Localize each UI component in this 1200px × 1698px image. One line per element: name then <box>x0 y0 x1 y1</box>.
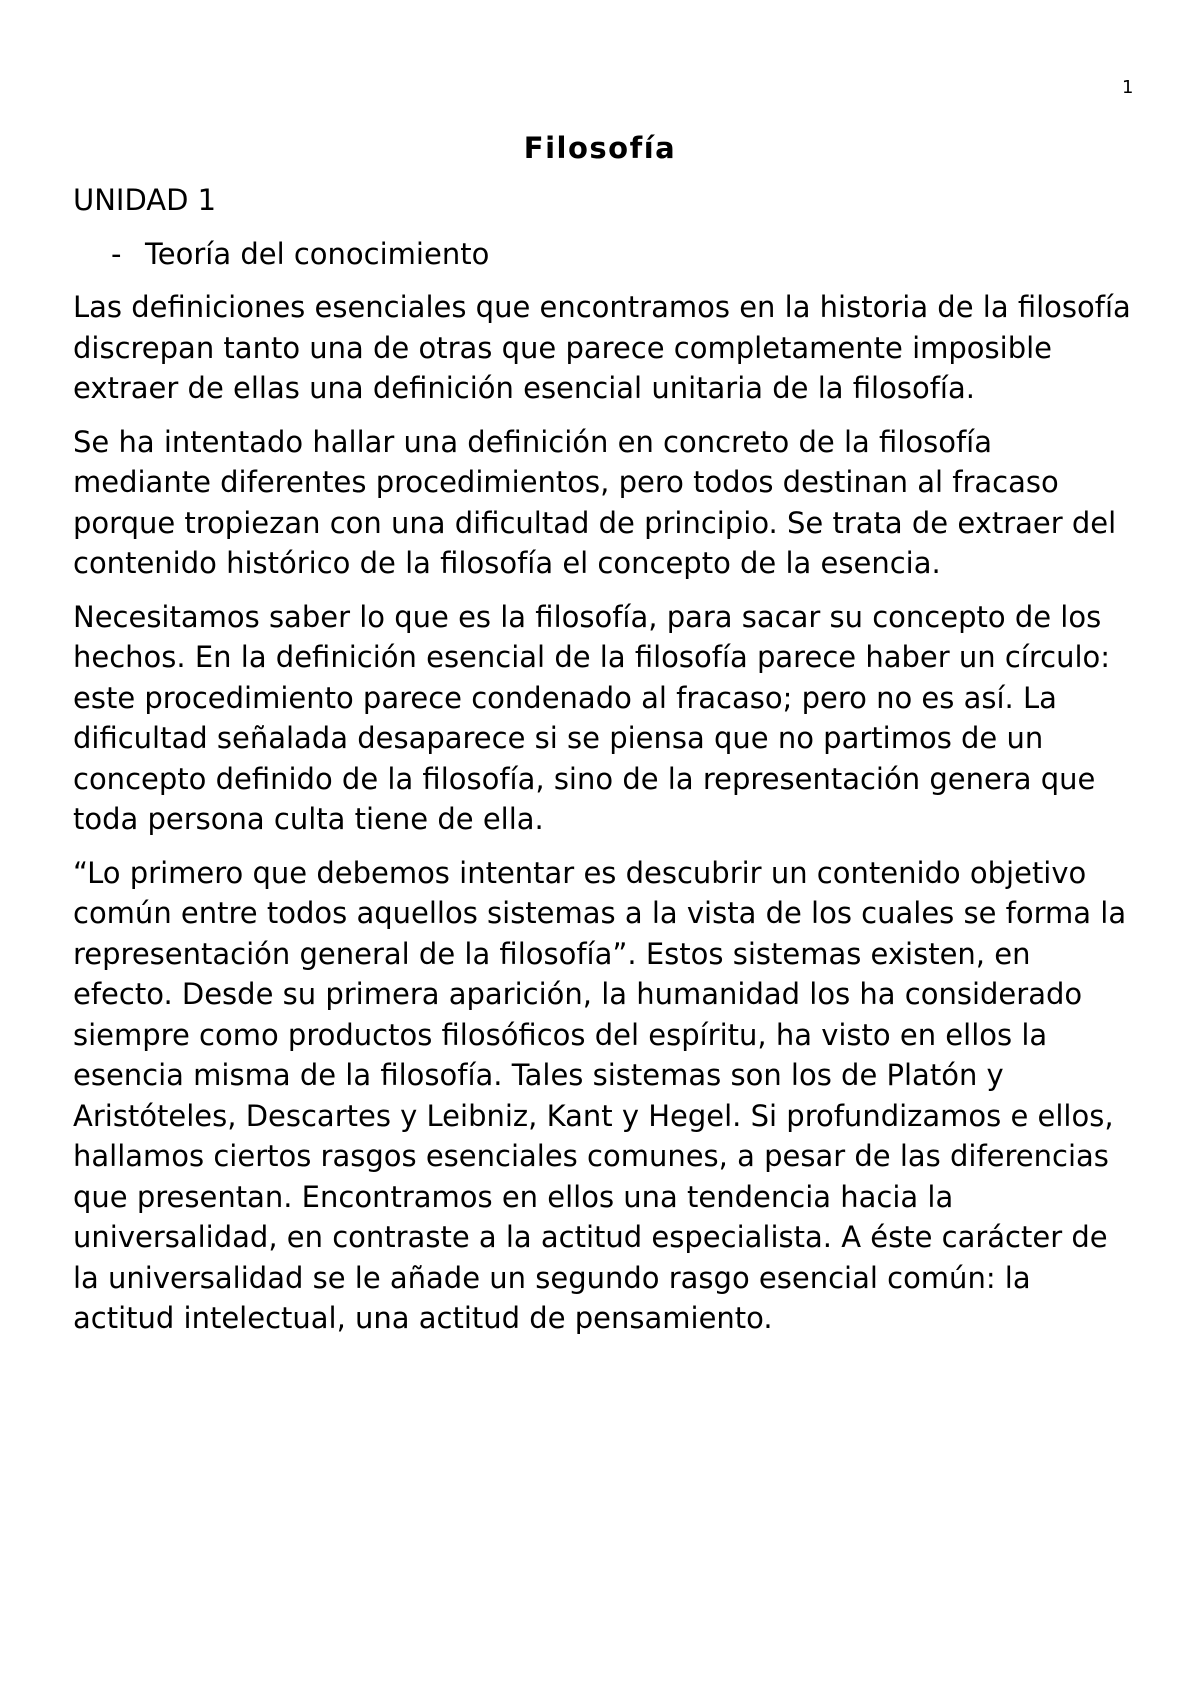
paragraph-2: Se ha intentado hallar una definición en concreto de la filosofía mediante diferentes procedimientos, pero todos destinan al fracaso porque tropiezan con una dificultad de principio. Se trata de extraer del contenido histórico de la filosofía el concepto de la esencia. <box>73 424 1117 580</box>
page-number: 1 <box>1122 77 1134 98</box>
bullet-marker: - <box>111 236 122 271</box>
bullet-text: Teoría del conocimiento <box>145 236 490 271</box>
paragraph-3: Necesitamos saber lo que es la filosofía, para sacar su concepto de los hechos. En la definición esencial de la filosofía parece haber un círculo: este procedimiento parece condenado al fracaso; pero no es así. La dificultad señalada desaparece si se piensa que no partimos de un concepto definido de la filosofía, sino de la representación genera que toda persona culta tiene de ella. <box>73 599 1111 836</box>
document-body <box>73 180 1133 1352</box>
paragraph-4: “Lo primero que debemos intentar es descubrir un contenido objetivo común entre todos aquellos sistemas a la vista de los cuales se forma la representación general de la filosofía”. Estos sistemas existen, en efecto. Desde su primera aparición, la humanidad los ha considerado siempre como productos filosóficos del espíritu, ha visto en ellos la esencia misma de la filosofía. Tales sistemas son los de Platón y Aristóteles, Descartes y Leibniz, Kant y Hegel. Si profundizamos e ellos, hallamos ciertos rasgos esenciales comunes, a pesar de las diferencias que presentan. Encontramos en ellos una tendencia hacia la universalidad, en contraste a la actitud especialista. A éste carácter de la universalidad se le añade un segundo rasgo esencial común: la actitud intelectual, una actitud de pensamiento. <box>73 855 1127 1335</box>
unit-heading: UNIDAD 1 <box>73 183 217 217</box>
paragraph-1: Las definiciones esenciales que encontramos en la historia de la filosofía discrepan tanto una de otras que parece completamente imposible extraer de ellas una definición esencial unitaria de la filosofía. <box>73 290 1131 405</box>
list-item <box>73 234 1133 275</box>
page-title: Filosofía <box>523 131 677 165</box>
